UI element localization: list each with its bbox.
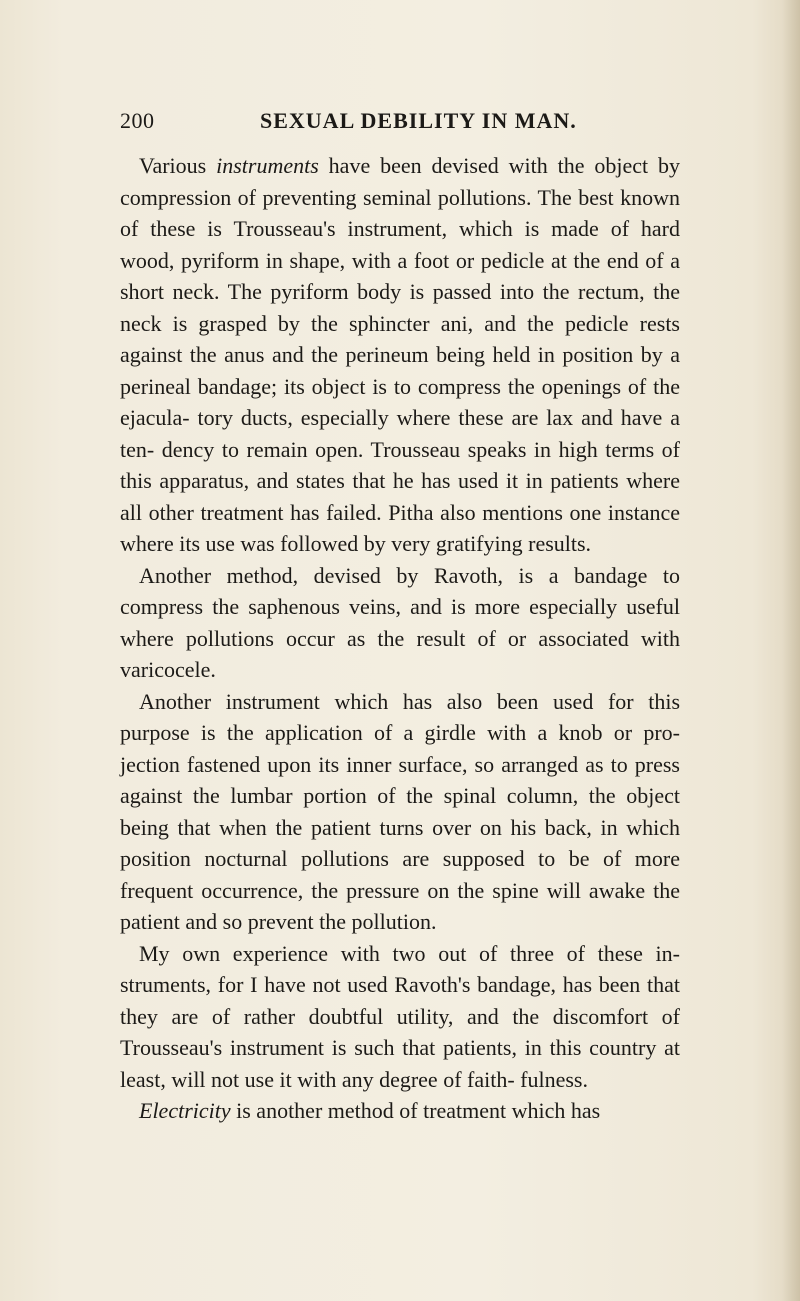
italic-term-instruments: instruments [216,153,319,178]
paragraph-girdle [120,686,680,938]
italic-term-electricity: Electricity [139,1098,231,1123]
body-text [120,150,680,1127]
running-head: SEXUAL DEBILITY IN MAN. [260,108,577,133]
paragraph-instruments [120,150,680,560]
paragraph-ravoth-bandage [120,560,680,686]
paragraph-lead: Various [139,153,217,178]
page-header [120,108,680,138]
page-edge-shadow [782,0,800,1301]
paragraph-text: Another method, devised by Ravoth, is a bandage to compress the saphenous veins, and is more especially useful where pollutions occur as the result of or associated with varicocele. [120,562,680,682]
paragraph-text: My own experience with two out of three of these in- struments, for I have not used Ravoth's bandage, has been that they are of rather doubtful utility, and the discomfort of Trousseau's instrument is such that patients, in this country at least, will not use it with any degree of faith- fulness. [120,940,680,1092]
page-number: 200 [120,108,155,133]
paragraph-electricity [120,1095,680,1127]
paragraph-text: have been devised with the object by compression of preventing seminal pollutions. The best known of these is Trousseau's instrument, which is made of hard wood, pyriform in shape, with a foot or pedicle at the end of a short neck. The pyriform body is passed into the rectum, the neck is grasped by the sphincter ani, and the pedicle rests against the anus and the perineum being held in position by a perineal bandage; its object is to compress the openings of the ejacula- tory ducts, especially where these are lax and have a ten- dency to remain open. Trousseau speaks in high terms of this apparatus, and states that he has used it in patients where all other treatment has failed. Pitha also mentions one instance where its use was followed by very gratifying results. [120,153,680,556]
paragraph-text: Another instrument which has also been used for this purpose is the application of a girdle with a knob or pro- jection fastened upon its inner surface, so arranged as to press against the lumbar portion of the spinal column, the object being that when the patient turns over on his back, in which position nocturnal pollutions are supposed to be of more frequent occurrence, the pressure on the spine will awake the patient and so prevent the pollution. [120,688,680,934]
paragraph-text: is another method of treatment which has [230,1098,601,1123]
paragraph-own-experience [120,938,680,1096]
